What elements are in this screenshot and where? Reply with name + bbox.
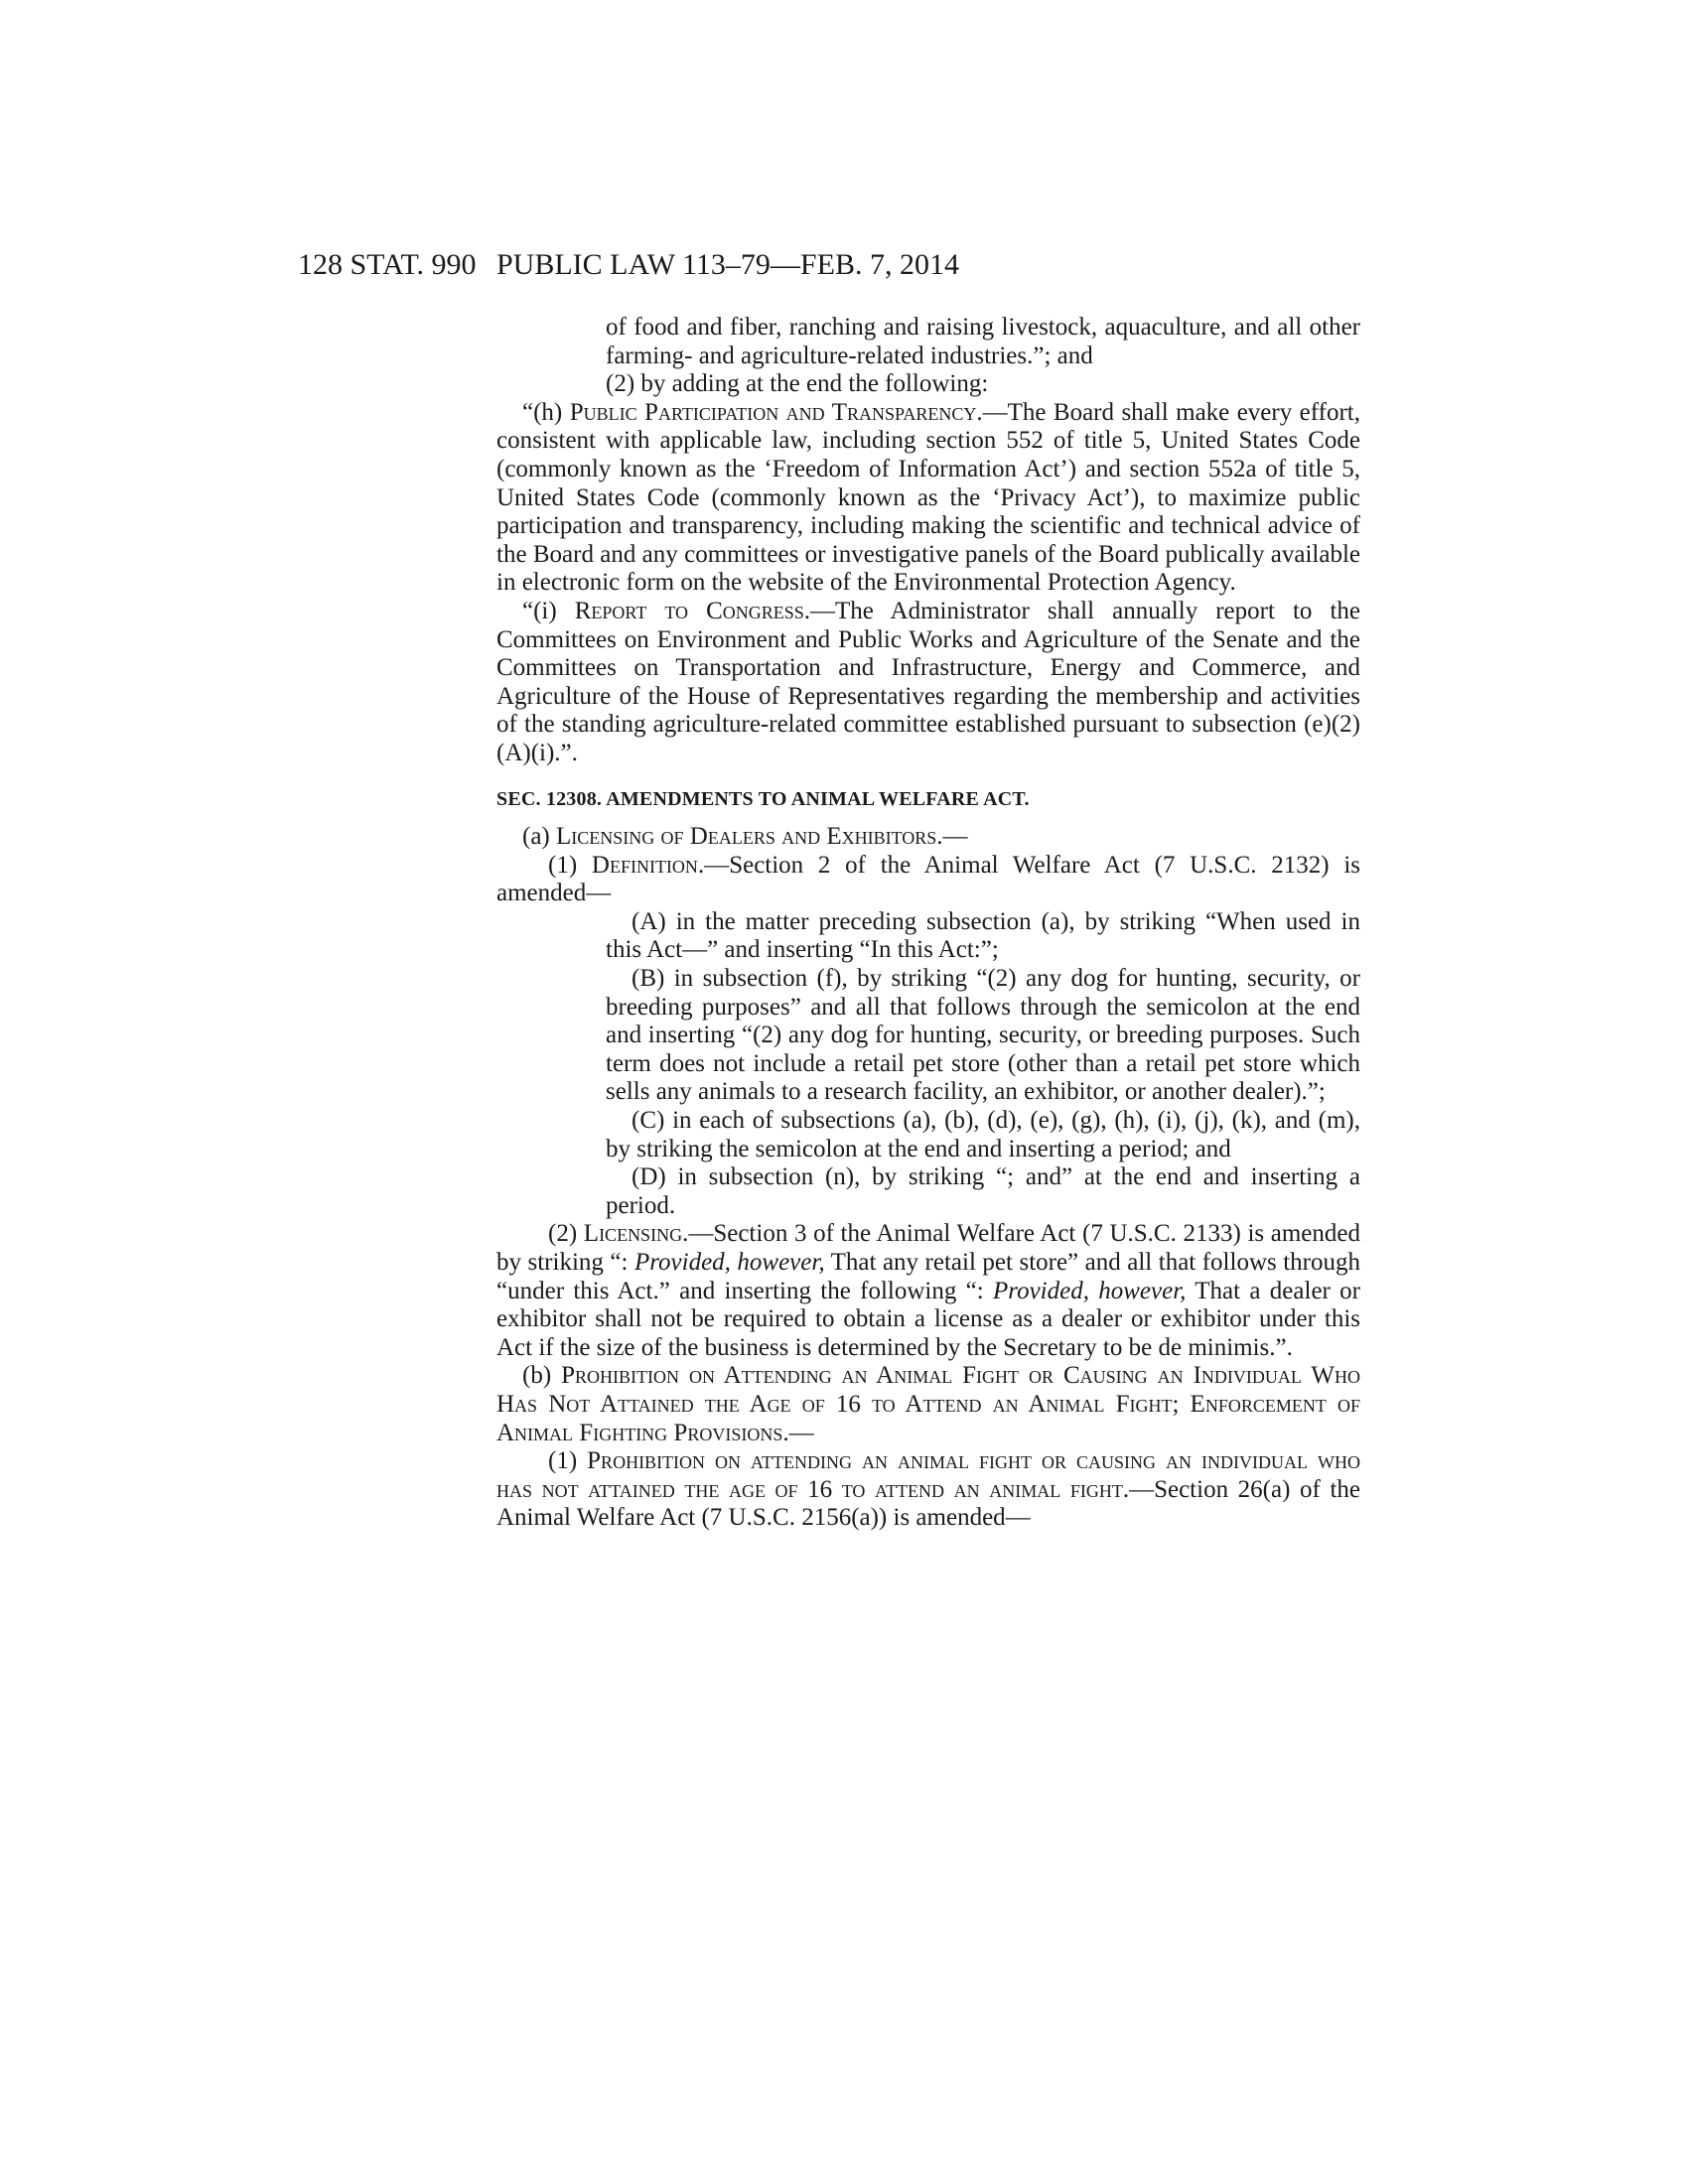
document-body <box>496 314 1360 1533</box>
page-header <box>298 248 1390 288</box>
subparagraph-D: (D) in subsection (n), by striking “; and” at the end and inserting a period. <box>606 1163 1360 1219</box>
paragraph-a2-licensing: (2) Licensing.—Section 3 of the Animal Welfare Act (7 U.S.C. 2133) is amended by striking “: Provided, however, That any retail pet store” and all that follows through “under this Act.” and inserting the following “: Provided, however, That a dealer or exhibitor shall not be required to obtain a license as a dealer or exhibitor under this Act if the size of the business is determined by the Secretary to be de minimis.”. <box>496 1220 1361 1361</box>
subparagraph-B: (B) in subsection (f), by striking “(2) any dog for hunting, security, or breeding purposes” and all that follows through the semicolon at the end and inserting “(2) any dog for hunting, security, or breeding purposes. Such term does not include a retail pet store (other than a retail pet store which sells any animals to a research facility, an exhibitor, or another dealer).”; <box>606 965 1360 1106</box>
paragraph-i-report-to-congress: “(i) Report to Congress.—The Administrator shall annually report to the Committees on Environment and Public Works and Agriculture of the Senate and the Committees on Transportation and Infrastructure, Energy and Commerce, and Agriculture of the House of Representatives regarding the membership and activities of the standing agriculture-related committee established pursuant to subsection (e)(2)(A)(i).”. <box>496 597 1360 766</box>
stat-page-number: 128 STAT. 990 <box>298 248 477 281</box>
paragraph-continuation: of food and fiber, ranching and raising livestock, aquaculture, and all other farming- and agriculture-related industries.”; and <box>606 314 1360 369</box>
paragraph-h-public-participation: “(h) Public Participation and Transparency.—The Board shall make every effort, consistent with applicable law, including section 552 of title 5, United States Code (commonly known as the ‘Freedom of Information Act’) and section 552a of title 5, United States Code (commonly known as the ‘Privacy Act’), to maximize public participation and transparency, including making the scientific and technical advice of the Board and any committees or investigative panels of the Board publically available in electronic form on the website of the Environmental Protection Agency. <box>496 398 1360 597</box>
paragraph-a1-definition: (1) Definition.—Section 2 of the Animal Welfare Act (7 U.S.C. 2132) is amended— <box>496 851 1360 907</box>
subparagraph-A: (A) in the matter preceding subsection (a), by striking “When used in this Act—” and inserting “In this Act:”; <box>606 907 1360 964</box>
subparagraph-C: (C) in each of subsections (a), (b), (d), (e), (g), (h), (i), (j), (k), and (m), by striking the semicolon at the end and inserting a period; and <box>606 1107 1360 1162</box>
section-heading: SEC. 12308. AMENDMENTS TO ANIMAL WELFARE ACT. <box>496 787 1030 810</box>
paragraph-b1-prohibition: (1) Prohibition on attending an animal fight or causing an individual who has not attained the age of 16 to attend an animal fight.—Section 26(a) of the Animal Welfare Act (7 U.S.C. 2156(a)) is amended— <box>496 1447 1360 1532</box>
paragraph-adding-at-end: (2) by adding at the end the following: <box>606 370 989 398</box>
subsection-b-prohibition: (b) Prohibition on Attending an Animal Fight or Causing an Individual Who Has Not Attained the Age of 16 to Attend an Animal Fight; Enforcement of Animal Fighting Provisions.— <box>496 1362 1361 1446</box>
subsection-a-licensing: (a) Licensing of Dealers and Exhibitors.— <box>522 823 968 851</box>
public-law-title: PUBLIC LAW 113–79—FEB. 7, 2014 <box>496 248 959 281</box>
